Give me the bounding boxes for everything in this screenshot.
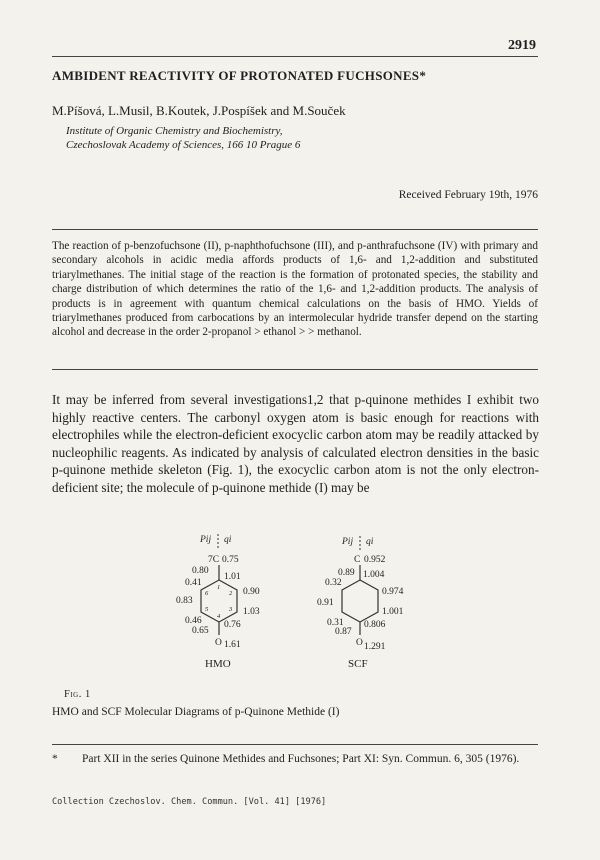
hmo-p23: 0.83 [176,596,193,606]
hmo-diagram [176,534,260,670]
hmo-q4: 0.76 [224,620,241,630]
hmo-qo: 1.61 [224,640,241,650]
abstract-top-rule [52,229,538,230]
abstract-bottom-rule [52,369,538,370]
scf-oxygen: O [356,638,363,648]
scf-q4: 0.806 [364,620,386,630]
hmo-atom-2: 2 [229,590,233,597]
hmo-q7: 0.75 [222,555,239,565]
scf-q3: 1.001 [382,607,404,617]
hmo-q1: 1.01 [224,572,241,582]
scf-q7: 0.952 [364,555,386,565]
affiliation-line-1: Institute of Organic Chemistry and Biochemistry, [66,125,283,137]
figure-molecular-diagrams [52,532,542,692]
scf-p4o: 0.87 [335,627,352,637]
received-date: Received February 19th, 1976 [398,189,538,201]
footnote [52,752,540,767]
hmo-atom-4: 4 [217,613,221,620]
scf-diagram [317,536,404,670]
article-title: AMBIDENT REACTIVITY OF PROTONATED FUCHSONES* [52,68,427,83]
hmo-carbon-7: 7C [208,555,220,565]
scf-header-q: qi [366,537,374,547]
hmo-q2: 0.90 [243,587,260,597]
footnote-mark: * [52,753,58,765]
footnote-text: Part XII in the series Quinone Methides and Fuchsones; Part XI: Syn. Commun. 6, 305 (1976). [82,753,520,765]
affiliation-line-2: Czechoslovak Academy of Sciences, 166 10 Prague 6 [66,139,301,151]
author-affiliation [66,124,300,152]
body-text [52,391,539,497]
scf-header-p: Pij [342,537,354,547]
scf-q1: 1.004 [363,570,385,580]
scf-p34: 0.31 [327,618,344,628]
body-paragraph: It may be inferred from several investigations1,2 that p-quinone methides I exhibit two highly reactive centers. The carbonyl oxygen atom is basic enough for reactions with electrophiles while the electron-deficient exocyclic carbon atom may be readily attacked by nucleophilic reagents. As indicated by analysis of calculated electron densities in the basic p-quinone methide skeleton (Fig. 1), the exocyclic carbon atom is not the only electron-deficient site; the molecule of p-quinone methide (I) may be [52,392,539,495]
hmo-oxygen: O [215,638,222,648]
abstract [52,239,538,340]
hmo-header-q: qi [224,535,232,545]
scf-ring [342,580,378,622]
hmo-p34: 0.46 [185,616,202,626]
scf-p71: 0.89 [338,568,355,578]
hmo-q3: 1.03 [243,607,260,617]
author-list: M.Píšová, L.Musil, B.Koutek, J.Pospíšek and M.Souček [52,103,346,118]
hmo-atom-3: 3 [229,606,233,613]
hmo-p4o: 0.65 [192,626,209,636]
hmo-atom-1: 1 [217,584,221,591]
scf-q2: 0.974 [382,587,404,597]
hmo-label: HMO [205,658,231,670]
figure-label-text: Fig. 1 [64,689,91,700]
hmo-atom-6: 6 [205,590,209,597]
figure-label [64,689,91,700]
hmo-p71: 0.80 [192,566,209,576]
scf-label: SCF [348,658,368,670]
hmo-atom-5: 5 [205,606,209,613]
hmo-p12: 0.41 [185,578,202,588]
page-number: 2919 [508,38,536,53]
top-rule [52,56,538,57]
scf-p12: 0.32 [325,578,342,588]
scf-carbon: C [354,555,361,565]
scf-qo: 1.291 [364,642,386,652]
footnote-rule [52,744,538,745]
abstract-text: The reaction of p-benzofuchsone (II), p-naphthofuchsone (III), and p-anthrafuchsone (IV) with primary and secondary alcohols in acidic media affords products of 1,6- and 1,2-addition and substituted triarylmethanes. The initial stage of the reaction is the formation of protonated species, the stability and charge distribution of which determines the ratio of the 1,6- and 1,2-addition products. The analysis of products is in agreement with quantum chemical calculations on the basis of HMO. Yields of triarylmethanes produced from carbocations by an intermolecular hydride transfer depend on the starting alcohol and decrease in the order 2-propanol > ethanol > > methanol. [52,240,538,339]
hmo-header-p: Pij [200,535,212,545]
figure-caption: HMO and SCF Molecular Diagrams of p-Quinone Methide (I) [52,706,340,718]
journal-footer: Collection Czechoslov. Chem. Commun. [Vol. 41] [1976] [52,797,327,807]
scf-p23: 0.91 [317,598,334,608]
